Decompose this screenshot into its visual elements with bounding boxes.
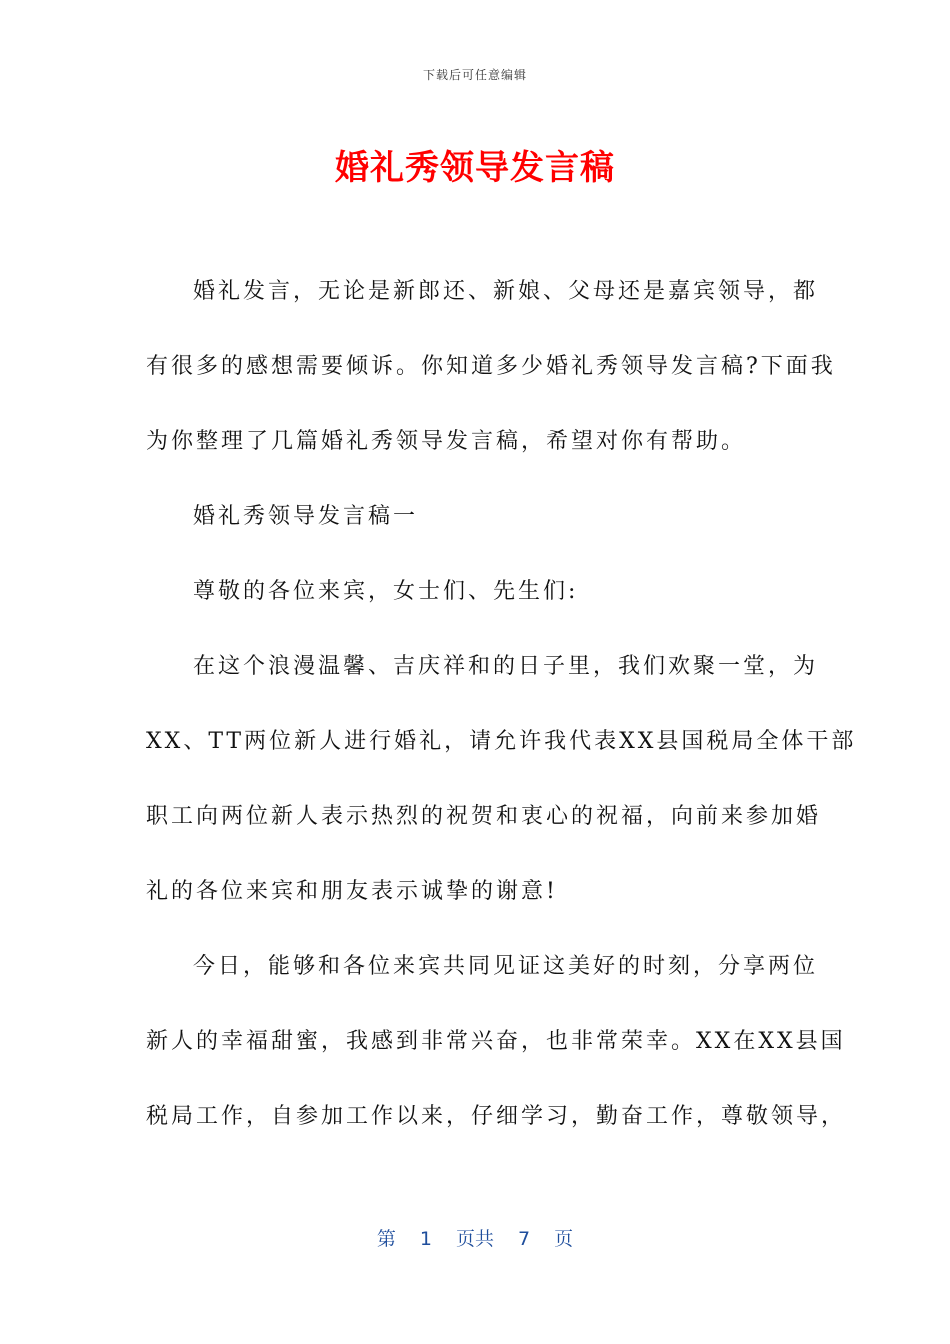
paragraph-line: 职工向两位新人表示热烈的祝贺和衷心的祝福，向前来参加婚 [146, 804, 822, 829]
footer-suffix: 页 [554, 1228, 574, 1250]
paragraph-line: 婚礼发言，无论是新郎还、新娘、父母还是嘉宾领导，都 [193, 279, 819, 304]
paragraph-line: 有很多的感想需要倾诉。你知道多少婚礼秀领导发言稿?下面我 [146, 354, 836, 379]
paragraph-line: 为你整理了几篇婚礼秀领导发言稿，希望对你有帮助。 [146, 429, 747, 454]
footer-page-number: 1 [419, 1228, 432, 1250]
footer-total-pages: 7 [518, 1228, 531, 1250]
paragraph-line: 礼的各位来宾和朋友表示诚挚的谢意! [146, 879, 558, 904]
section-heading: 婚礼秀领导发言稿一 [193, 504, 419, 529]
paragraph-line: 新人的幸福甜蜜，我感到非常兴奋，也非常荣幸。XX在XX县国 [146, 1029, 846, 1054]
footer-prefix: 第 [376, 1228, 396, 1250]
paragraph-line: XX、TT两位新人进行婚礼，请允许我代表XX县国税局全体干部 [146, 729, 857, 754]
paragraph-line: 今日，能够和各位来宾共同见证这美好的时刻，分享两位 [193, 954, 819, 979]
salutation-line: 尊敬的各位来宾，女士们、先生们: [193, 579, 579, 604]
paragraph-line: 在这个浪漫温馨、吉庆祥和的日子里，我们欢聚一堂，为 [193, 654, 819, 679]
document-title: 婚礼秀领导发言稿 [335, 148, 615, 188]
header-note: 下载后可任意编辑 [422, 68, 527, 82]
paragraph-line: 税局工作，自参加工作以来，仔细学习，勤奋工作，尊敬领导， [146, 1104, 847, 1129]
page-footer [0, 1224, 950, 1251]
footer-middle: 页共 [455, 1228, 494, 1250]
